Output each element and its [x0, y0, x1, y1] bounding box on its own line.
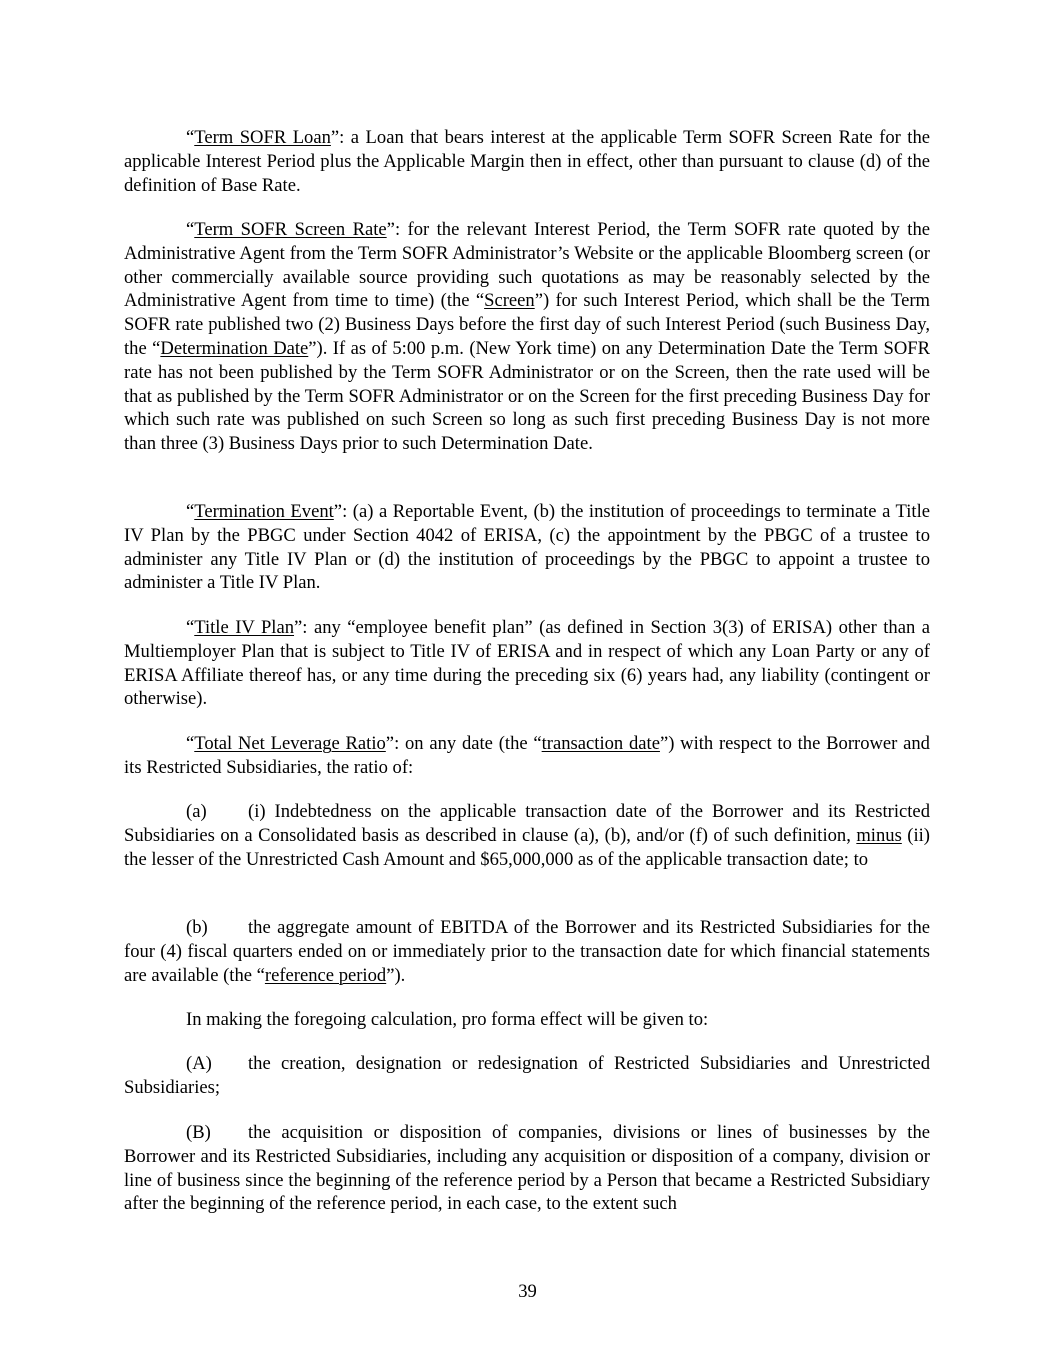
clause-text: (ii) the lesser of the Unrestricted Cash Amount and $65,000,000 as of the applicable transaction date; to [124, 824, 930, 870]
clause-text: the aggregate amount of EBITDA of the Borrower and its Restricted Subsidiaries for the four (4) fiscal quarters ended on or immediately prior to the transaction date for which financial statements are available (the “ [124, 917, 930, 986]
clause-text: the acquisition or disposition of companies, divisions or lines of businesses by the Borrower and its Restricted Subsidiaries, including any acquisition or disposition of a company, division or line of business since the beginning of the reference period by a Person that became a Restricted Subsidiary after the beginning of the reference period, in each case, to the extent such [124, 1122, 930, 1215]
definition-term-sofr-loan [124, 126, 930, 197]
quote-close: ” [333, 501, 343, 522]
definition-body: : a Loan that bears interest at the applicable Term SOFR Screen Rate for the applicable Interest Period plus the Applicable Margin then in effect, other than pursuant to clause (d) of the definition of Base Rate. [124, 127, 930, 196]
quote-open: “ [186, 733, 195, 754]
clause-label: (b) [186, 917, 208, 938]
defined-term: Term SOFR Loan [194, 127, 331, 148]
clause-label: (B) [186, 1122, 211, 1143]
quote-close: ” [330, 127, 340, 148]
definition-body: : any “employee benefit plan” (as defined in Section 3(3) of ERISA) other than a Multiemployer Plan that is subject to Title IV of ERISA and in respect of which any Loan Party or any of ERISA Affiliate thereof has, or any time during the preceding six (6) years had, any liability (contingent or otherwise). [124, 617, 930, 710]
definition-body: ”). If as of 5:00 p.m. (New York time) on any Determination Date the Term SOFR rate has not been published by the Term SOFR Administrator or on the Screen, then the rate used will be that as published by the Term SOFR Administrator or on the Screen for the first preceding Business Day for which such rate was published on such Screen so long as such first preceding Business Day is not more than three (3) Business Days prior to such Determination Date. [124, 337, 930, 455]
clause-A [124, 1052, 930, 1100]
clause-label: (A) [186, 1053, 212, 1074]
definition-body: : on any date (the “ [394, 733, 542, 754]
definition-term-sofr-screen-rate [124, 218, 930, 456]
defined-term-reference-period: reference period [264, 964, 387, 986]
definition-termination-event [124, 500, 930, 595]
quote-close: ” [294, 617, 303, 638]
clause-text: ”). [386, 964, 406, 986]
definition-title-iv-plan [124, 616, 930, 711]
quote-close: ” [386, 219, 395, 240]
quote-open: “ [186, 501, 195, 522]
quote-open: “ [186, 219, 195, 240]
defined-term: Termination Event [194, 501, 334, 522]
definition-total-net-leverage-ratio [124, 732, 930, 780]
pro-forma-intro: In making the foregoing calculation, pro forma effect will be given to: [186, 1009, 709, 1030]
clause-text: the creation, designation or redesignation of Restricted Subsidiaries and Unrestricted Subsidiaries; [124, 1053, 930, 1098]
clause-B [124, 1121, 930, 1216]
defined-term-transaction-date: transaction date [541, 733, 660, 754]
defined-term-determination-date: Determination Date [160, 337, 309, 359]
definition-body: ”) with respect to the Borrower and its Restricted Subsidiaries, the ratio of: [124, 733, 930, 778]
quote-close: ” [385, 733, 395, 754]
quote-open: “ [186, 127, 195, 148]
quote-open: “ [186, 617, 195, 638]
clause-label: (a) [186, 801, 207, 822]
definition-body: ”) for such Interest Period, which shall be the Term SOFR rate published two (2) Business Days before the first day of such Interest Period (such Business Day, the “ [124, 290, 930, 359]
definition-body: : for the relevant Interest Period, the Term SOFR rate quoted by the Administrative Agent from the Term SOFR Administrator’s Website or the applicable Bloomberg screen (or other commercially available source providing such quotations as may be reasonably selected by the Administrative Agent from time to time) (the “ [124, 219, 930, 312]
clause-a [124, 800, 930, 871]
defined-term: Term SOFR Screen Rate [194, 219, 387, 240]
defined-term: Title IV Plan [194, 617, 295, 638]
clause-text: (i) Indebtedness on the applicable transaction date of the Borrower and its Restricted Subsidiaries on a Consolidated basis as described in clause (a), (b), and/or (f) of such definition, [124, 801, 930, 846]
defined-term: Total Net Leverage Ratio [194, 733, 386, 754]
defined-term-screen: Screen [484, 290, 535, 312]
defined-term-minus: minus [856, 824, 902, 846]
clause-b [124, 916, 930, 987]
page-number: 39 [518, 1281, 537, 1302]
definition-body: : (a) a Reportable Event, (b) the institution of proceedings to terminate a Title IV Plan by the PBGC under Section 4042 of ERISA, (c) the appointment by the PBGC of a trustee to administer any Title IV Plan or (d) the institution of proceedings by the PBGC to appoint a trustee to administer a Title IV Plan. [124, 501, 930, 594]
